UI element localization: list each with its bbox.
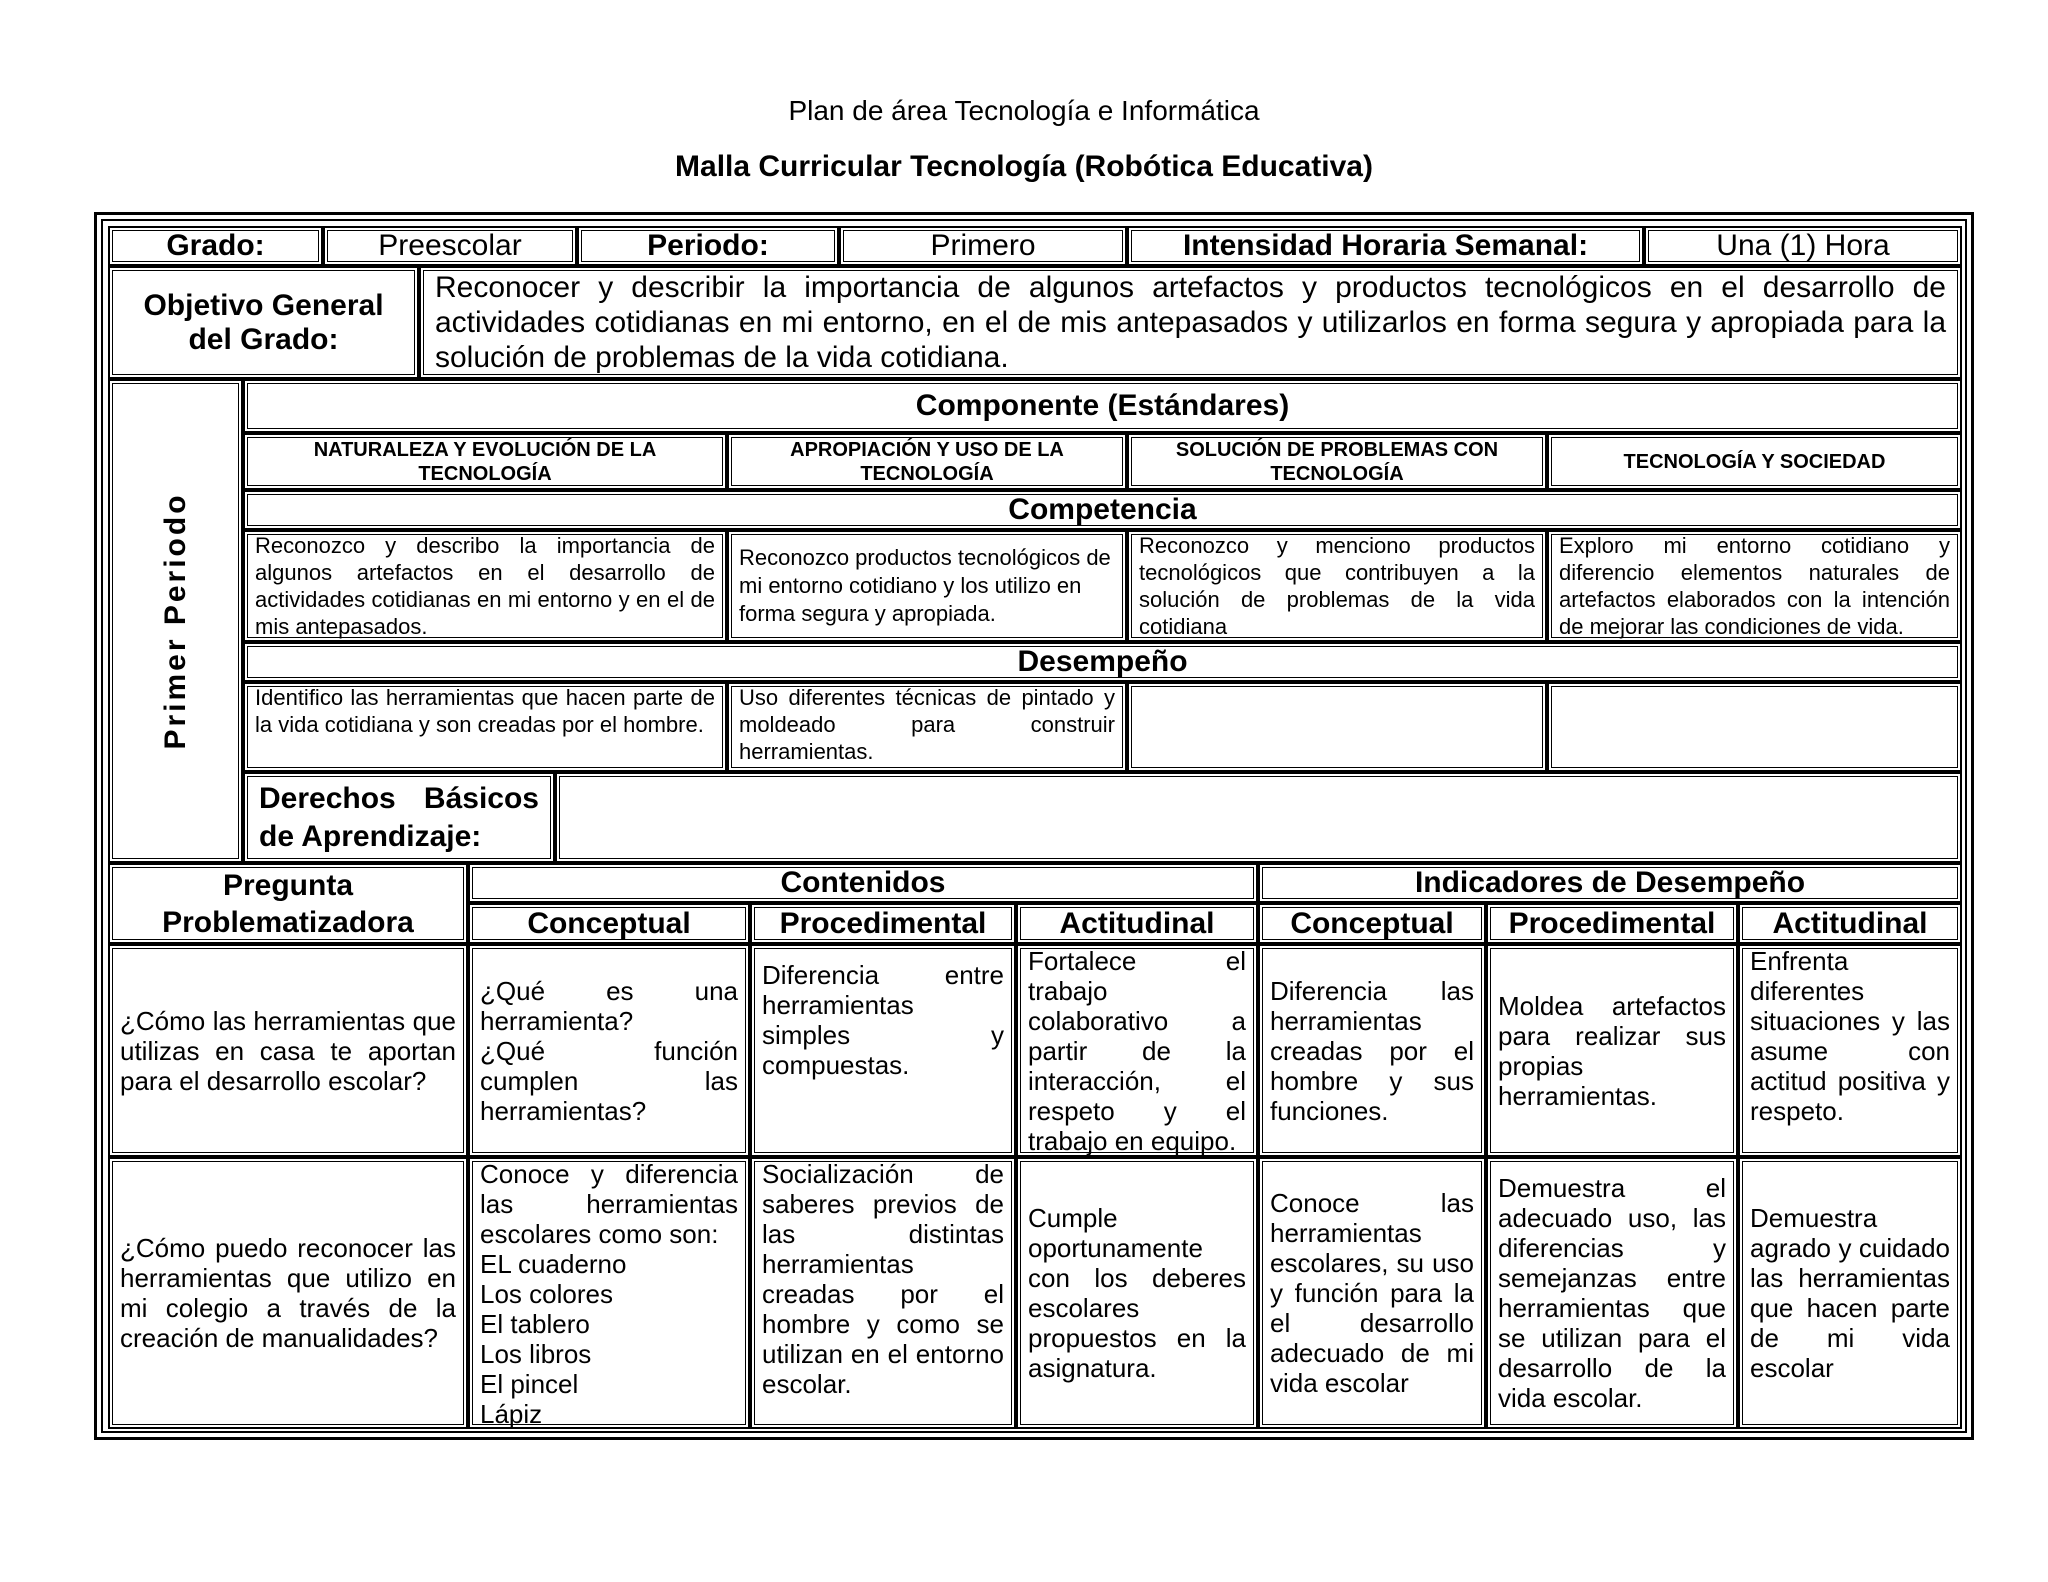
competencia-title: Competencia [243,490,1962,530]
grado-value: Preescolar [323,226,577,266]
component-apropiacion: APROPIACIÓN Y USO DE LA TECNOLOGÍA [727,433,1127,490]
sub-header-ind-conceptual: Conceptual [1258,903,1486,944]
pregunta-header: Pregunta Problematizadora [108,863,468,944]
desempeno-2: Uso diferentes técnicas de pintado y moldeado para construir herramientas. [727,682,1127,772]
intensidad-value: Una (1) Hora [1644,226,1962,266]
periodo-side-label: Primer Periodo [108,379,243,863]
contenidos-header: Contenidos [468,863,1258,903]
sub-header-cont-actitudinal: Actitudinal [1016,903,1258,944]
intensidad-label: Intensidad Horaria Semanal: [1127,226,1644,266]
competencia-2: Reconozco productos tecnológicos de mi entorno cotidiano y los utilizo en forma segura y apropiada. [727,530,1127,642]
dba-label: Derechos Básicos de Aprendizaje: [243,772,555,863]
table-row-1-ind-procedimental: Moldea artefactos para realizar sus propias herramientas. [1486,944,1738,1157]
desempeno-1: Identifico las herramientas que hacen parte de la vida cotidiana y son creadas por el hombre. [243,682,727,772]
table-row-1-ind-actitudinal: Enfrenta diferentes situaciones y las asume con actitud positiva y respeto. [1738,944,1962,1157]
component-sociedad: TECNOLOGÍA Y SOCIEDAD [1547,433,1962,490]
competencia-3: Reconozco y menciono productos tecnológicos que contribuyen a la solución de problemas de la vida cotidiana [1127,530,1547,642]
periodo-label: Periodo: [577,226,839,266]
table-row-1-cont-conceptual: ¿Qué es una herramienta? ¿Qué función cumplen las herramientas? [468,944,750,1157]
objetivo-text: Reconocer y describir la importancia de algunos artefactos y productos tecnológicos en el desarrollo de actividades cotidianas en mi entorno, en el de mis antepasados y utilizarlos en forma segura y apropiada para la solución de problemas de la vida cotidiana. [419,266,1962,379]
table-row-2-ind-conceptual: Conoce las herramientas escolares, su uso y función para la el desarrollo adecuado de mi vida escolar [1258,1157,1486,1429]
area-title: Plan de área Tecnología e Informática [788,95,1260,126]
componente-title: Componente (Estándares) [243,379,1962,433]
table-row-2-ind-procedimental: Demuestra el adecuado uso, las diferencias y semejanzas entre herramientas que se utilizan para el desarrollo de la vida escolar. [1486,1157,1738,1429]
dba-value [555,772,1962,863]
periodo-value: Primero [839,226,1127,266]
competencia-4: Exploro mi entorno cotidiano y diferencio elementos naturales de artefactos elaborados con la intención de mejorar las condiciones de vida. [1547,530,1962,642]
table-row-1-ind-conceptual: Diferencia las herramientas creadas por el hombre y sus funciones. [1258,944,1486,1157]
table-row-1-pregunta: ¿Cómo las herramientas que utilizas en casa te aportan para el desarrollo escolar? [108,944,468,1157]
indicadores-header: Indicadores de Desempeño [1258,863,1962,903]
table-row-2-cont-conceptual: Conoce y diferencia las herramientas escolares como son: EL cuaderno Los colores El tablero Los libros El pincel Lápiz [468,1157,750,1429]
table-row-1-cont-actitudinal: Fortalece el trabajo colaborativo a partir de la interacción, el respeto y el trabajo en equipo. [1016,944,1258,1157]
table-row-2-ind-actitudinal: Demuestra agrado y cuidado las herramientas que hacen parte de mi vida escolar [1738,1157,1962,1429]
table-row-2-pregunta: ¿Cómo puedo reconocer las herramientas que utilizo en mi colegio a través de la creación de manualidades? [108,1157,468,1429]
sub-header-cont-procedimental: Procedimental [750,903,1016,944]
component-solucion: SOLUCIÓN DE PROBLEMAS CON TECNOLOGÍA [1127,433,1547,490]
desempeno-3 [1127,682,1547,772]
component-naturaleza: NATURALEZA Y EVOLUCIÓN DE LA TECNOLOGÍA [243,433,727,490]
desempeno-title: Desempeño [243,642,1962,682]
grado-label: Grado: [108,226,323,266]
sub-header-ind-actitudinal: Actitudinal [1738,903,1962,944]
table-row-2-cont-actitudinal: Cumple oportunamente con los deberes escolares propuestos en la asignatura. [1016,1157,1258,1429]
table-row-1-cont-procedimental: Diferencia entre herramientas simples y compuestas. [750,944,1016,1157]
desempeno-4 [1547,682,1962,772]
competencia-1: Reconozco y describo la importancia de algunos artefactos en el desarrollo de actividades cotidianas en mi entorno y en el de mis antepasados. [243,530,727,642]
malla-title: Malla Curricular Tecnología (Robótica Educativa) [675,150,1373,183]
table-row-2-cont-procedimental: Socialización de saberes previos de las distintas herramientas creadas por el hombre y como se utilizan en el entorno escolar. [750,1157,1016,1429]
sub-header-cont-conceptual: Conceptual [468,903,750,944]
sub-header-ind-procedimental: Procedimental [1486,903,1738,944]
objetivo-label: Objetivo General del Grado: [108,266,419,379]
